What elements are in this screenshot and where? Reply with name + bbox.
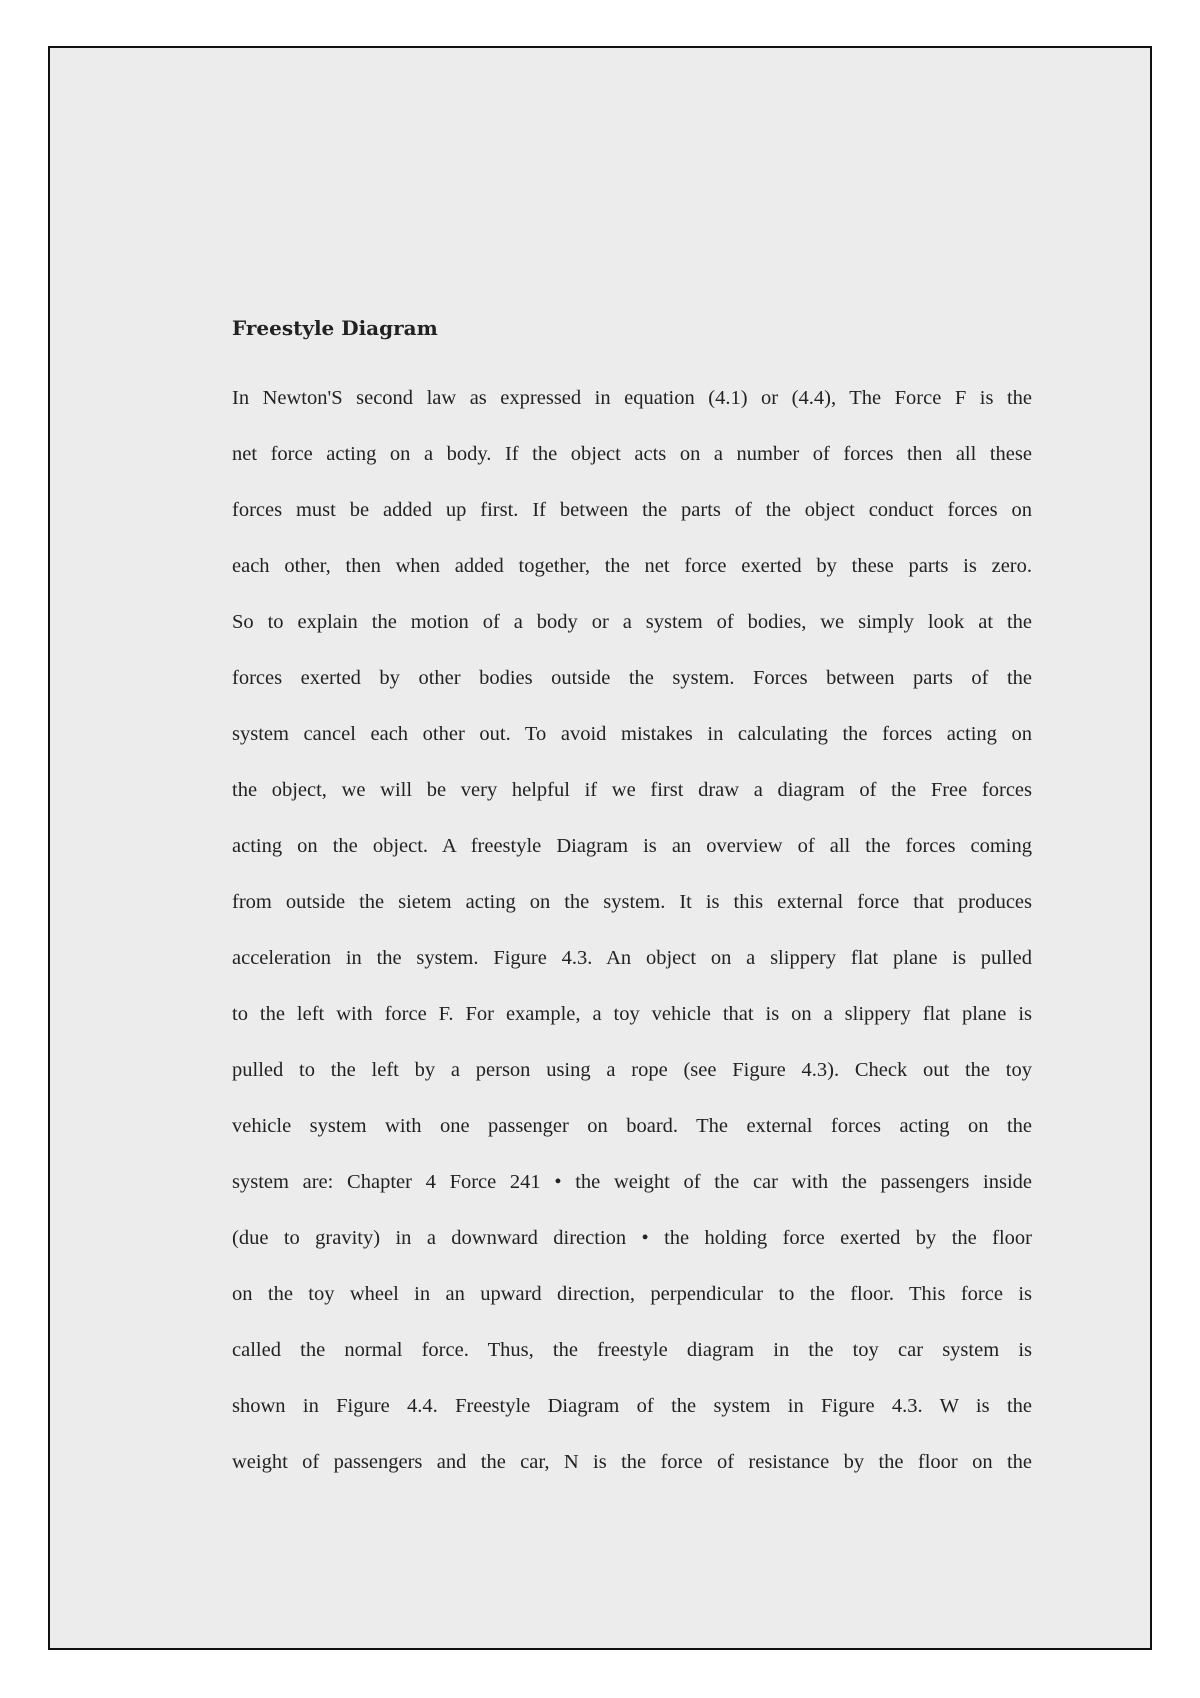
text-line: the object, we will be very helpful if we first draw a diagram of the Free forces <box>232 779 1032 801</box>
text-line: vehicle system with one passenger on board. The external forces acting on the <box>232 1115 1032 1137</box>
text-line: from outside the sietem acting on the system. It is this external force that produces <box>232 891 1032 913</box>
text-line: system cancel each other out. To avoid mistakes in calculating the forces acting on <box>232 723 1032 745</box>
section-heading: Freestyle Diagram <box>232 316 438 340</box>
text-line: forces must be added up first. If between the parts of the object conduct forces on <box>232 499 1032 521</box>
text-line: shown in Figure 4.4. Freestyle Diagram of the system in Figure 4.3. W is the <box>232 1395 1032 1417</box>
text-line: weight of passengers and the car, N is the force of resistance by the floor on the <box>232 1451 1032 1473</box>
text-line: each other, then when added together, the net force exerted by these parts is zero. <box>232 555 1032 577</box>
document-page <box>48 46 1152 1650</box>
text-line: acceleration in the system. Figure 4.3. An object on a slippery flat plane is pulled <box>232 947 1032 969</box>
text-line: So to explain the motion of a body or a system of bodies, we simply look at the <box>232 611 1032 633</box>
body-paragraph <box>232 370 1032 1490</box>
text-line: (due to gravity) in a downward direction • the holding force exerted by the floor <box>232 1227 1032 1249</box>
text-line: acting on the object. A freestyle Diagram is an overview of all the forces coming <box>232 835 1032 857</box>
text-line: on the toy wheel in an upward direction, perpendicular to the floor. This force is <box>232 1283 1032 1305</box>
text-line: pulled to the left by a person using a rope (see Figure 4.3). Check out the toy <box>232 1059 1032 1081</box>
text-line: net force acting on a body. If the object acts on a number of forces then all these <box>232 443 1032 465</box>
text-line: called the normal force. Thus, the freestyle diagram in the toy car system is <box>232 1339 1032 1361</box>
text-line: In Newton'S second law as expressed in equation (4.1) or (4.4), The Force F is the <box>232 387 1032 409</box>
text-line: to the left with force F. For example, a toy vehicle that is on a slippery flat plane is <box>232 1003 1032 1025</box>
text-line: forces exerted by other bodies outside the system. Forces between parts of the <box>232 667 1032 689</box>
text-line: system are: Chapter 4 Force 241 • the weight of the car with the passengers inside <box>232 1171 1032 1193</box>
